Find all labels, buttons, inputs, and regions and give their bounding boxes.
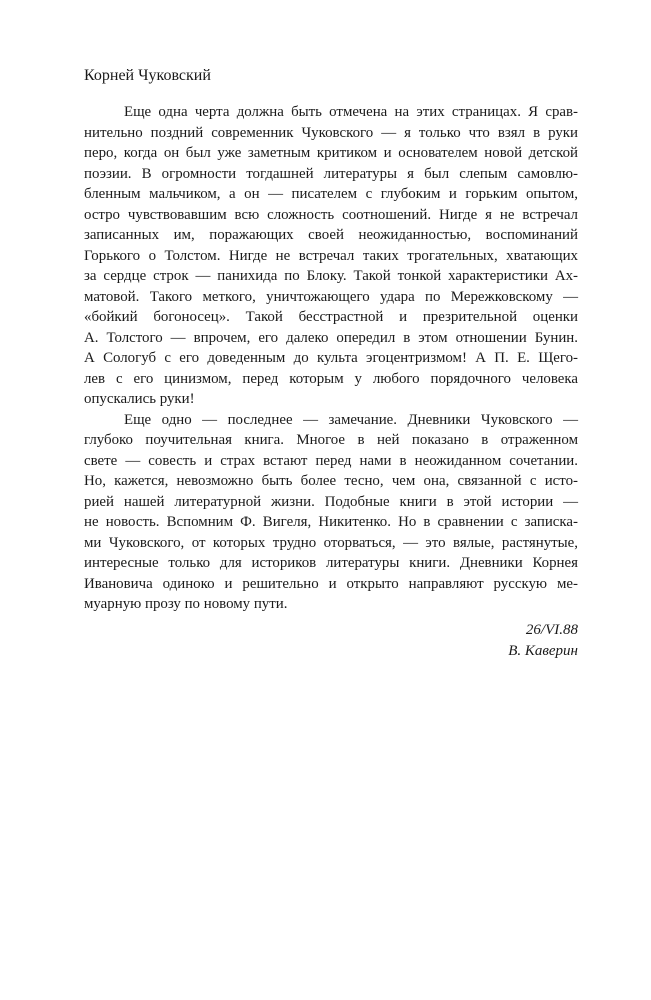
text-line: не новость. Вспомним Ф. Вигеля, Никитенко. Но в сравнении с записка- (84, 514, 578, 530)
text-line: ми Чуковского, от которых трудно оторваться, — это вялые, растянутые, (84, 534, 578, 551)
text-line: рией нашей литературной жизни. Подобные книги в этой истории — (84, 493, 578, 510)
text-line: нительно поздний современник Чуковского — я только что взял в руки (84, 124, 578, 141)
text-line: матовой. Такого меткого, уничтожающего удара по Мережковскому — (84, 288, 578, 305)
text-line: бленным мальчиком, а он — писателем с глубоким и горьким опытом, (84, 186, 578, 202)
text-line: «бойкий богоносец». Такой бесстрастной и презрительной оценки (84, 309, 578, 325)
text-line: поэзии. В огромности тогдашней литературы я был слепым самовлю- (84, 165, 578, 182)
signature-block (508, 620, 578, 662)
text-line: остро чувствовавшим всю сложность соотношений. Нигде я не встречал (84, 206, 578, 223)
text-line: Ивановича одиноко и решительно и открыто направляют русскую ме- (84, 575, 578, 592)
text-line: опускались руки! (84, 391, 195, 407)
signature-author: В. Каверин (508, 643, 578, 659)
text-line: Еще одна черта должна быть отмечена на этих страницах. Я срав- (124, 104, 578, 120)
signature-date: 26/VI.88 (525, 622, 578, 638)
text-line: А Сологуб с его доведенным до культа эгоцентризмом! А П. Е. Щего- (84, 350, 578, 366)
text-line: за сердце строк — панихида по Блоку. Такой тонкой характеристики Ах- (84, 268, 578, 284)
text-line: перо, когда он был уже заметным критиком и основателем новой детской (84, 145, 578, 161)
text-line: глубоко поучительная книга. Многое в ней показано в отраженном (84, 432, 578, 448)
text-line: интересные только для историков литературы книги. Дневники Корнея (84, 555, 578, 571)
text-line: Горького о Толстом. Нигде не встречал таких трогательных, хватающих (84, 247, 578, 264)
text-line: Еще одно — последнее — замечание. Дневники Чуковского — (124, 411, 578, 428)
text-line: Но, кажется, невозможно быть более тесно, чем она, связанной с исто- (84, 473, 578, 489)
text-line: записанных им, поражающих своей неожиданностью, воспоминаний (84, 227, 578, 243)
text-line: муарную прозу по новому пути. (84, 596, 288, 612)
running-head: Корней Чуковский (84, 67, 211, 84)
body-text (84, 102, 578, 615)
text-line: А. Толстого — впрочем, его далеко опередил в этом отношении Бунин. (84, 329, 578, 346)
text-line: лев с его цинизмом, перед которым у любого порядочного человека (84, 370, 578, 387)
text-line: свете — совесть и страх встают перед нами в неожиданном сочетании. (84, 452, 578, 469)
